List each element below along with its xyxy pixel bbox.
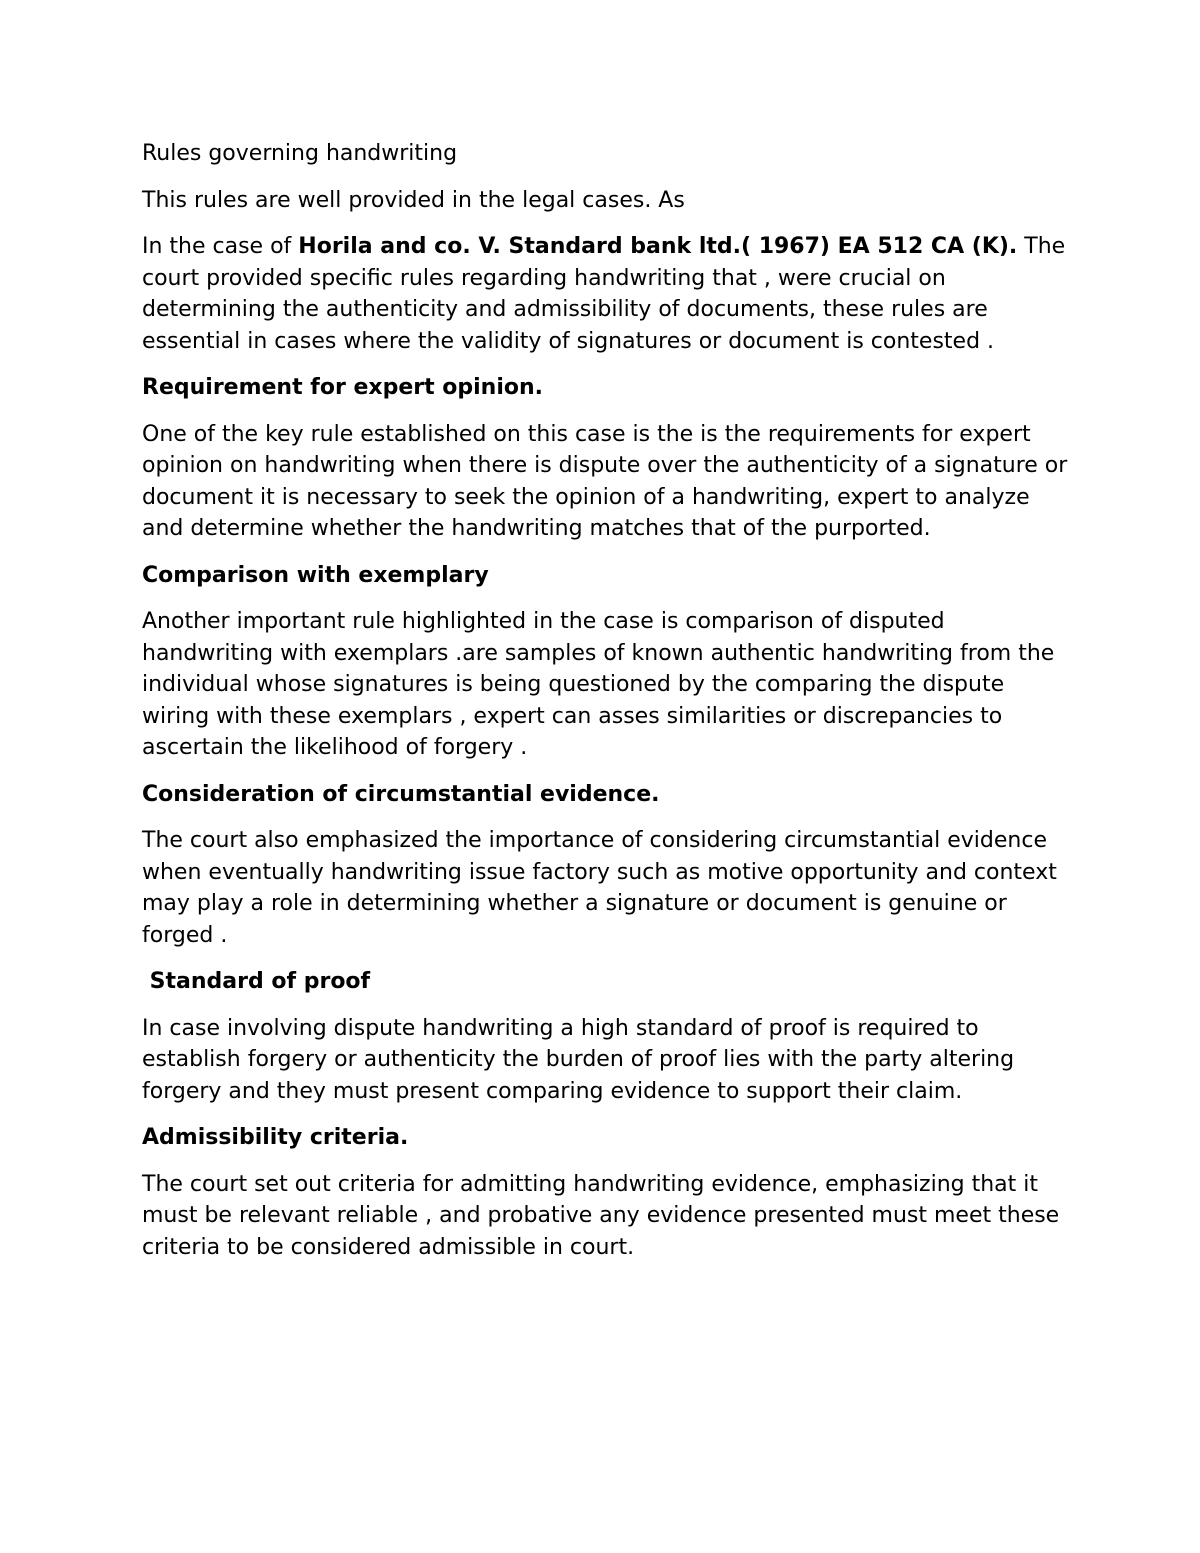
document-body bbox=[142, 138, 1072, 1278]
case-citation: Horila and co. V. Standard bank ltd.( 1967) EA 512 CA (K). bbox=[298, 234, 1018, 259]
section-heading-expert-opinion: Requirement for expert opinion. bbox=[142, 375, 544, 400]
section-body-admissibility: The court set out criteria for admitting handwriting evidence, emphasizing that it must be relevant reliable , and probative any evidence presented must meet these criteria to be considered admissible in court. bbox=[142, 1171, 1060, 1260]
document-title: Rules governing handwriting bbox=[142, 141, 458, 166]
section-heading-standard-of-proof: Standard of proof bbox=[142, 969, 371, 994]
section-heading-comparison: Comparison with exemplary bbox=[142, 562, 489, 588]
case-prefix: In the case of bbox=[142, 234, 299, 259]
case-body: The court provided specific rules regarding handwriting that , were crucial on determining the authenticity and admissibility of documents, these rules are essential in cases where the validity of signatures or document is contested . bbox=[142, 234, 1066, 354]
section-body-standard-of-proof: In case involving dispute handwriting a high standard of proof is required to establish forgery or authenticity the burden of proof lies with the party altering forgery and they must present comparing evidence to support their claim. bbox=[142, 1015, 1015, 1104]
section-body-comparison: Another important rule highlighted in the case is comparison of disputed handwriting with exemplars .are samples of known authentic handwriting from the individual whose signatures is being questioned by the comparing the dispute wiring with these exemplars , expert can asses similarities or discrepancies to ascertain the likelihood of forgery . bbox=[142, 609, 1055, 760]
section-heading-admissibility: Admissibility criteria. bbox=[142, 1125, 409, 1150]
section-body-circumstantial: The court also emphasized the importance of considering circumstantial evidence when eventually handwriting issue factory such as motive opportunity and context may play a role in determining whether a signature or document is genuine or forged . bbox=[142, 828, 1057, 948]
intro-paragraph: This rules are well provided in the legal cases. As bbox=[142, 187, 685, 213]
section-body-expert-opinion: One of the key rule established on this case is the is the requirements for expert opinion on handwriting when there is dispute over the authenticity of a signature or document it is necessary to seek the opinion of a handwriting, expert to analyze and determine whether the handwriting matches that of the purported. bbox=[142, 421, 1068, 541]
section-heading-circumstantial: Consideration of circumstantial evidence. bbox=[142, 781, 660, 807]
case-paragraph bbox=[142, 231, 1072, 357]
